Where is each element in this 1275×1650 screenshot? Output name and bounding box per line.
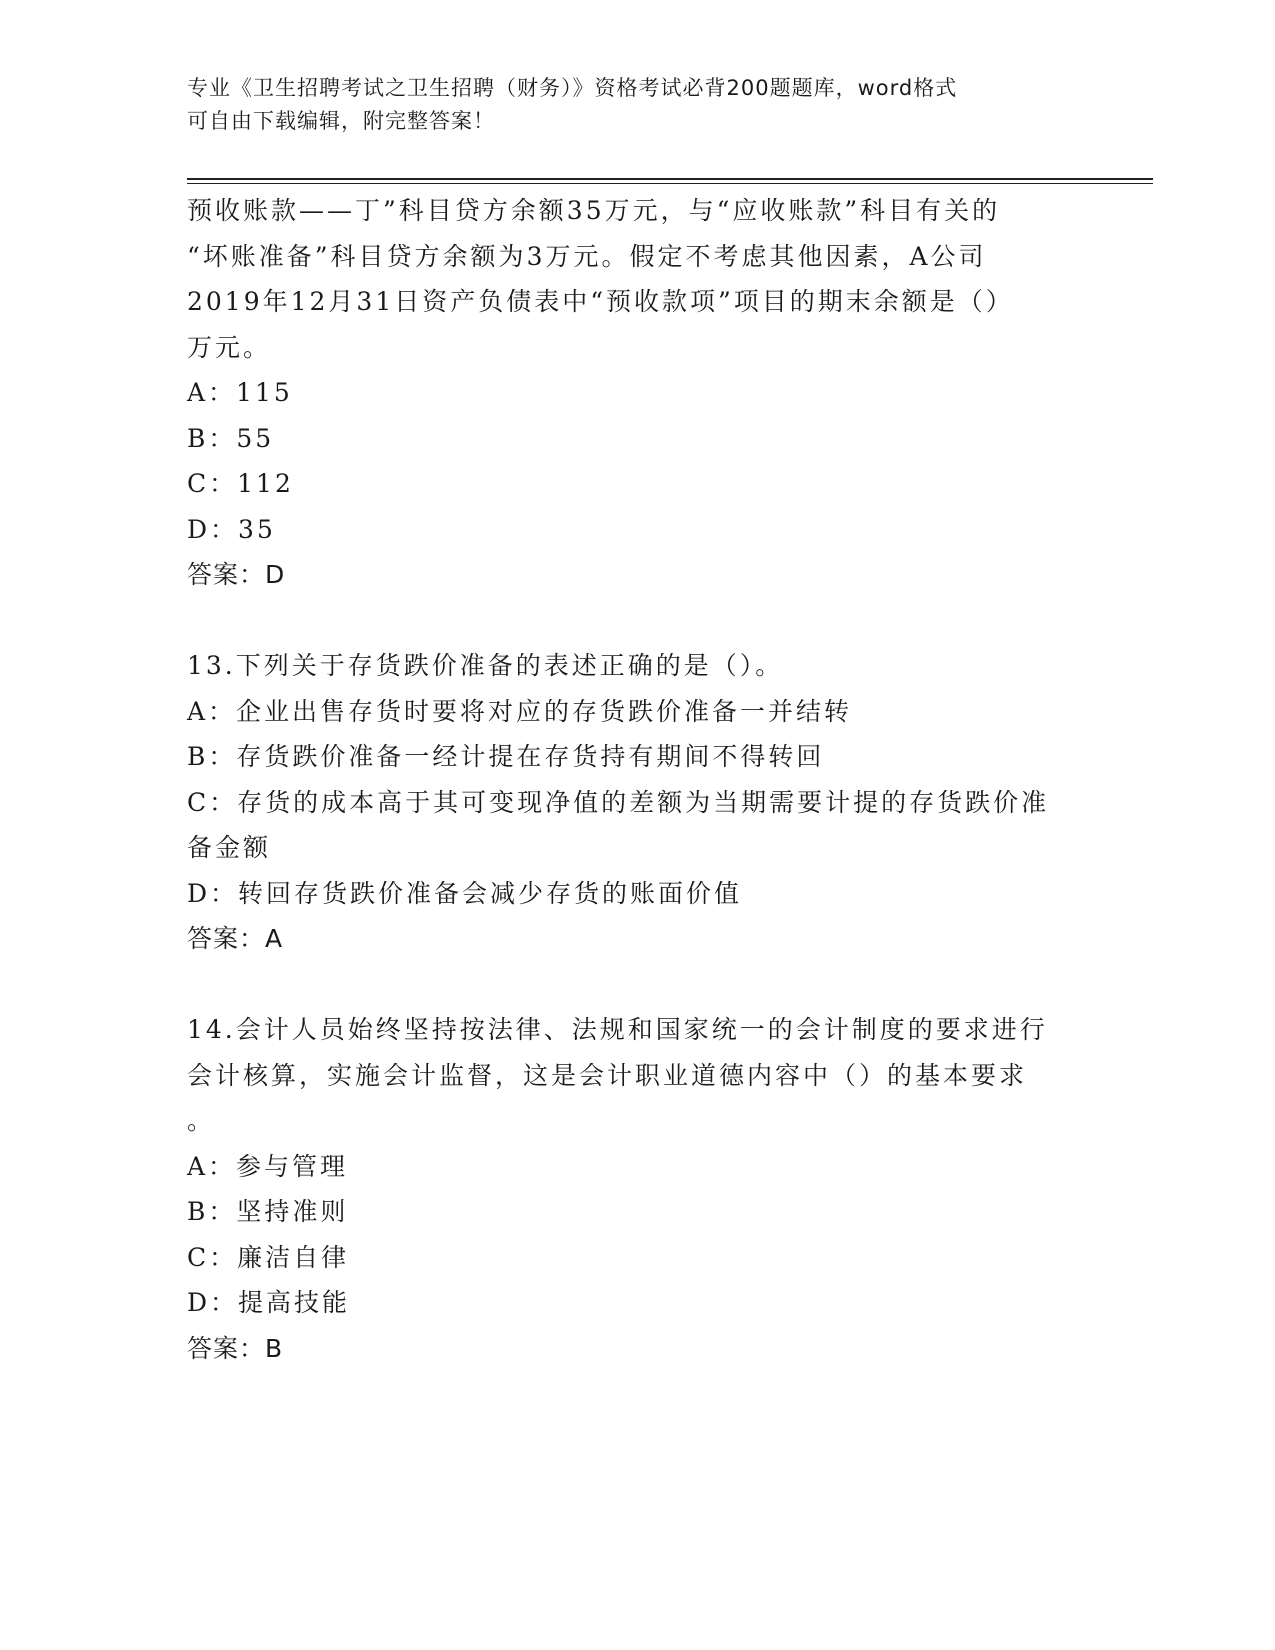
option-c-continuation: 备金额: [187, 833, 272, 862]
header-title-line-2: 可自由下载编辑，附完整答案！: [187, 109, 495, 133]
option-a: A：115: [187, 378, 293, 407]
option-d: D：35: [187, 514, 276, 544]
option-b: B：坚持准则: [187, 1197, 349, 1226]
page-header: [187, 72, 1087, 138]
option-a: A：参与管理: [187, 1151, 349, 1181]
header-divider-thick: [187, 178, 1153, 180]
question-text-line: 13.下列关于存货跌价准备的表述正确的是（）。: [187, 651, 784, 680]
question-text-line: “坏账准备”科目贷方余额为3万元。假定不考虑其他因素，A公司: [187, 241, 987, 271]
question-12: [187, 188, 1087, 598]
question-13: [187, 643, 1087, 962]
header-divider: [187, 178, 1153, 186]
answer-line: 答案：B: [187, 1333, 284, 1363]
option-c: C：存货的成本高于其可变现净值的差额为当期需要计提的存货跌价准: [187, 787, 1050, 817]
question-text-line: 2019年12月31日资产负债表中“预收款项”项目的期末余额是（）: [187, 287, 1014, 316]
question-text-line: 万元。: [187, 332, 272, 362]
question-text-line: 14.会计人员始终坚持按法律、法规和国家统一的会计制度的要求进行: [187, 1015, 1048, 1044]
option-a: A：企业出售存货时要将对应的存货跌价准备一并结转: [187, 696, 853, 726]
option-d: D：提高技能: [187, 1288, 351, 1317]
option-d: D：转回存货跌价准备会减少存货的账面价值: [187, 878, 743, 908]
header-divider-thin: [187, 183, 1153, 184]
option-c: C：廉洁自律: [187, 1242, 350, 1272]
question-spacer: [187, 598, 1087, 644]
answer-line: 答案：A: [187, 924, 284, 953]
answer-line: 答案：D: [187, 560, 286, 589]
question-spacer: [187, 962, 1087, 1008]
question-text-line: 预收账款——丁”科目贷方余额35万元，与“应收账款”科目有关的: [187, 196, 1001, 225]
option-b: B：55: [187, 423, 275, 453]
question-text-line: 。: [187, 1106, 216, 1135]
question-content: [187, 188, 1087, 1371]
question-14: [187, 1007, 1087, 1371]
option-c: C：112: [187, 469, 294, 498]
question-text-line: 会计核算，实施会计监督，这是会计职业道德内容中（）的基本要求: [187, 1060, 1028, 1090]
option-b: B：存货跌价准备一经计提在存货持有期间不得转回: [187, 742, 825, 771]
header-title-line-1: 专业《卫生招聘考试之卫生招聘（财务）》资格考试必背200题题库，word格式: [187, 76, 958, 100]
